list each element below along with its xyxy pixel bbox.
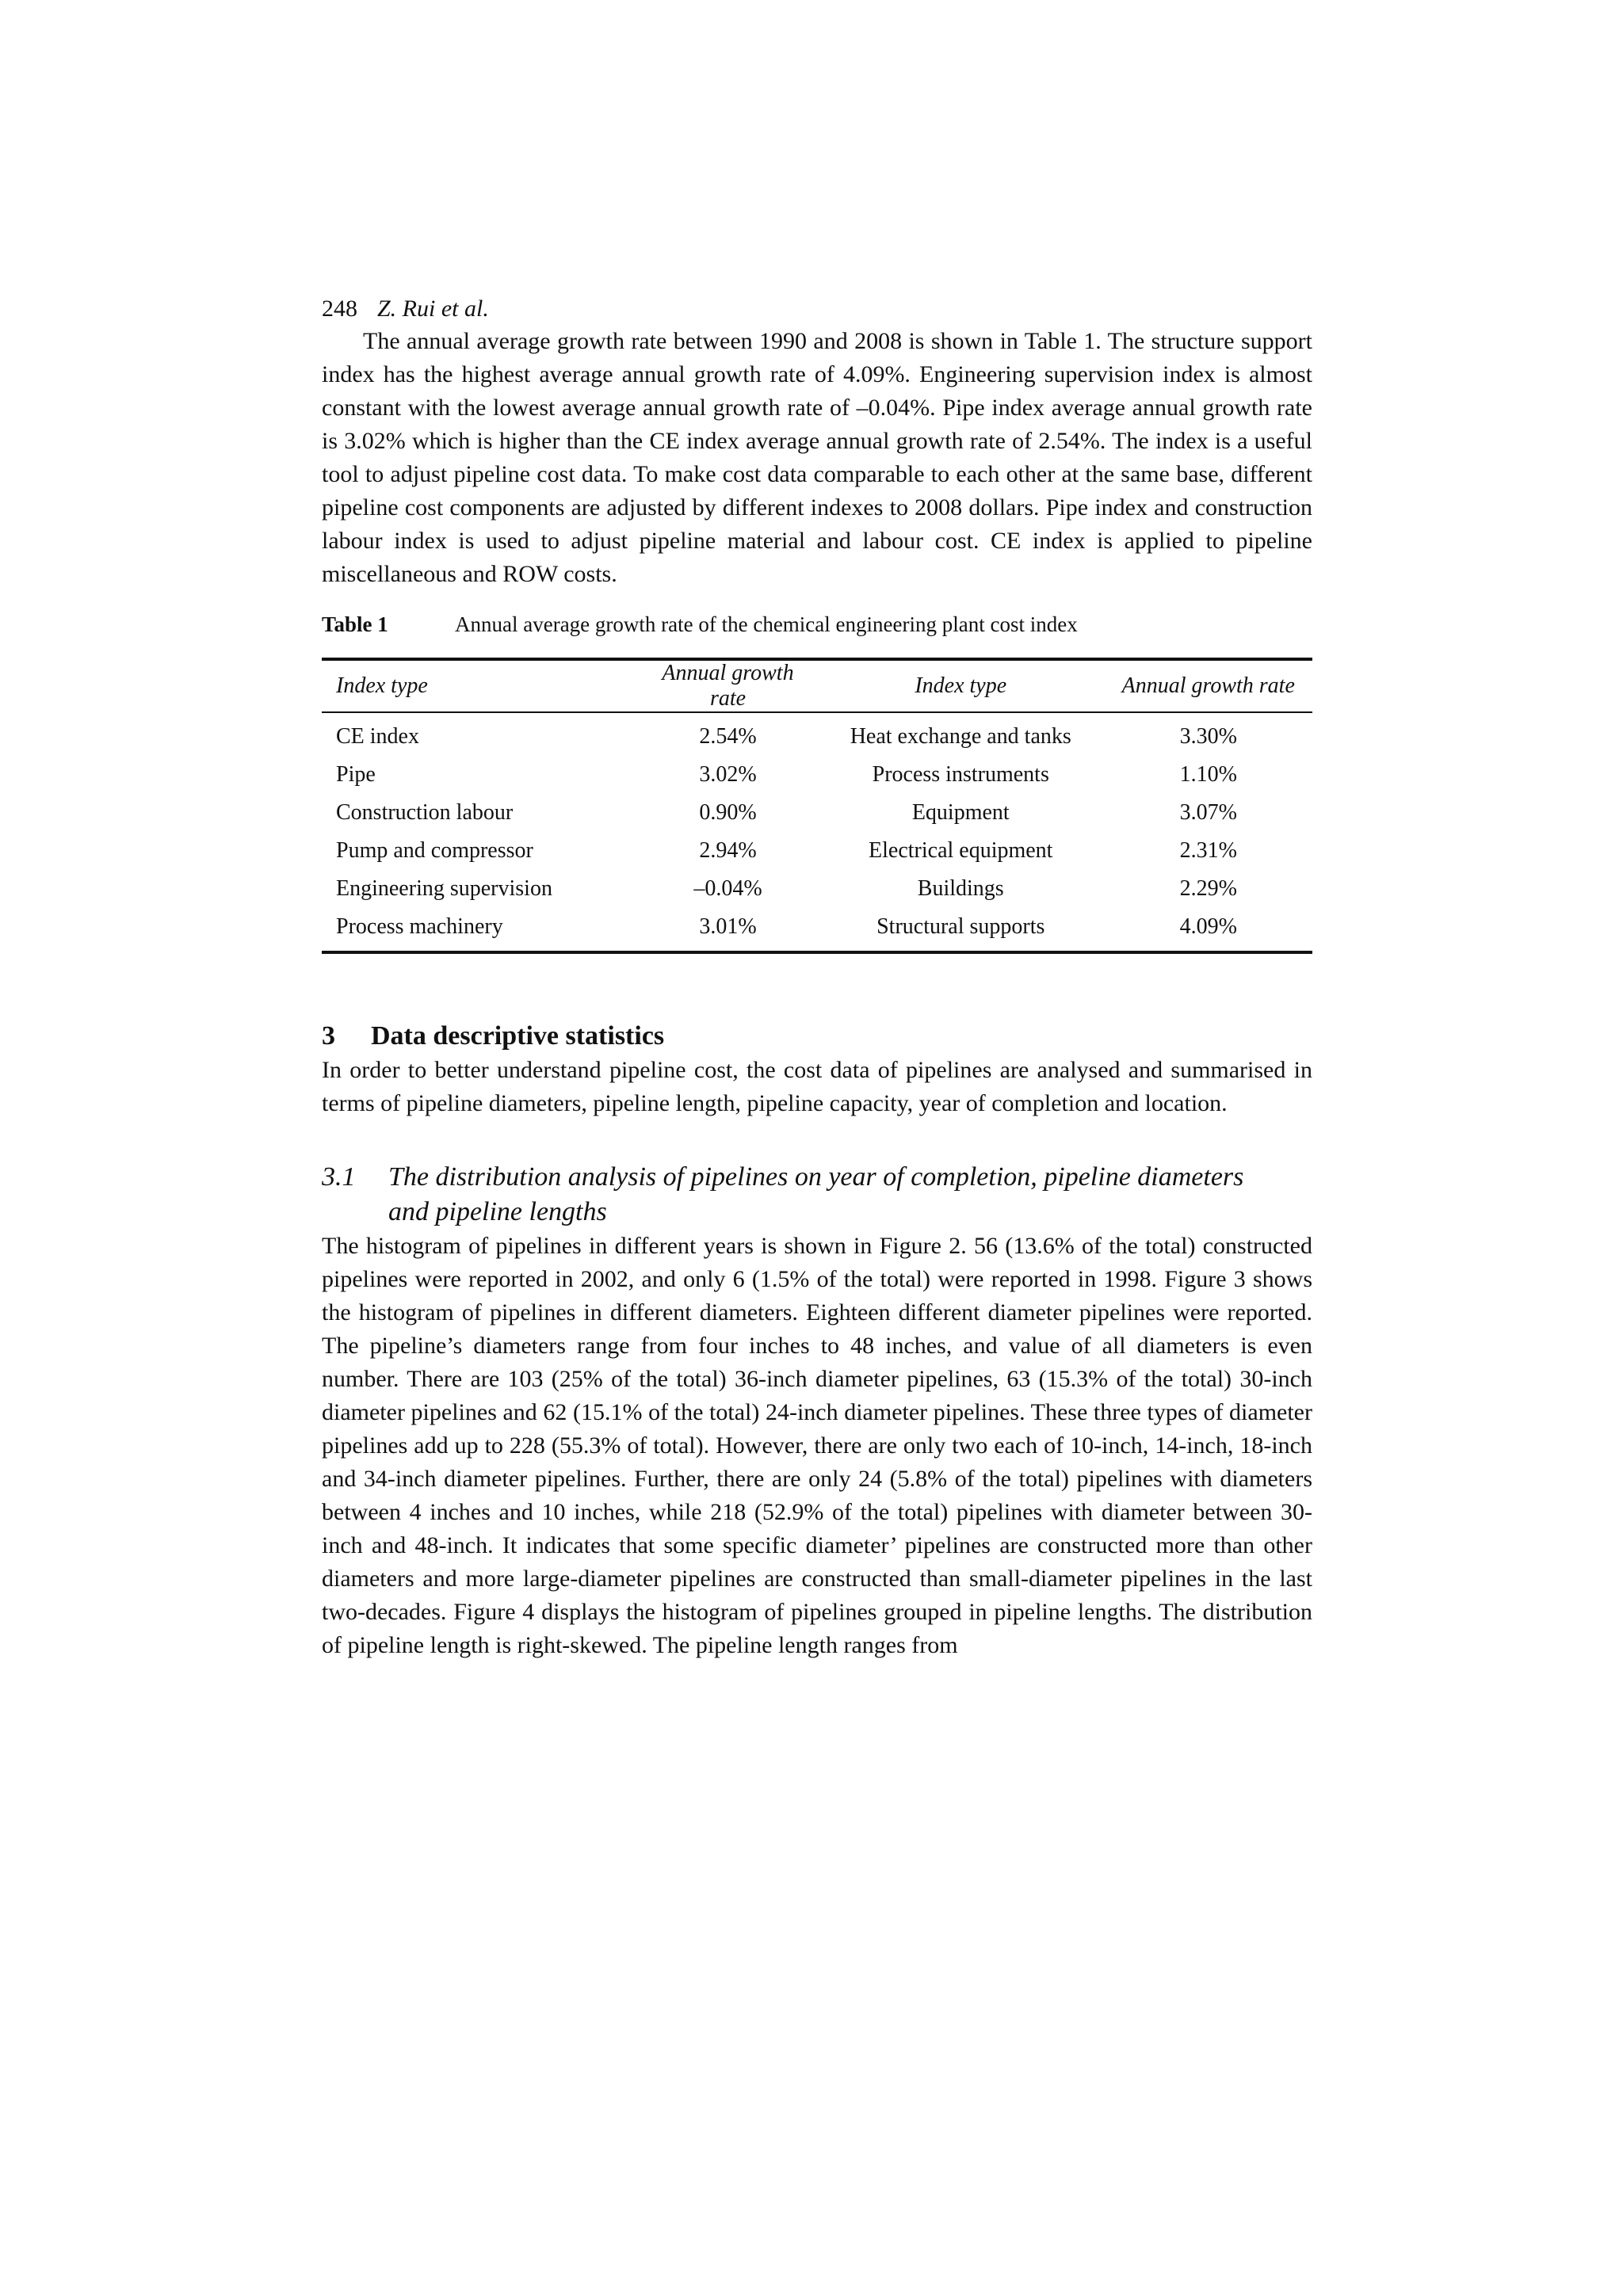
header-index-type: Index type — [322, 659, 639, 712]
table-cell: Engineering supervision — [336, 876, 552, 901]
subsection-number: 3.1 — [322, 1162, 356, 1192]
subsection-title: The distribution analysis of pipelines on year of completion, pipeline diameters and pipeline lengths — [388, 1162, 1244, 1226]
table-cell: Construction labour — [336, 800, 514, 825]
running-head — [322, 293, 1312, 325]
table-cell: 3.07% — [1179, 800, 1237, 825]
table-cell: Process machinery — [322, 908, 639, 952]
table-cell: 2.31% — [1179, 838, 1237, 863]
table-cell: 0.90% — [699, 800, 757, 825]
section-paragraph: In order to better understand pipeline cost, the cost data of pipelines are analysed and summarised in terms of pipeline diameters, pipeline length, pipeline capacity, year of completion and location. — [322, 1057, 1312, 1116]
table-cell: Heat exchange and tanks — [850, 724, 1071, 749]
table-caption — [322, 610, 1312, 639]
growth-rate-table — [322, 658, 1312, 954]
table-caption-text: Annual average growth rate of the chemical engineering plant cost index — [455, 612, 1078, 636]
table-cell: Structural supports — [817, 908, 1105, 952]
table-cell: 3.01% — [639, 908, 817, 952]
table-cell: Equipment — [911, 800, 1010, 825]
table-row — [322, 756, 1312, 794]
table-row — [322, 794, 1312, 832]
table-cell: Pump and compressor — [336, 838, 533, 863]
table-header-row — [322, 659, 1312, 712]
table-cell: Process instruments — [872, 762, 1049, 787]
section-title: Data descriptive statistics — [371, 1021, 665, 1051]
table-cell: Buildings — [917, 876, 1004, 901]
table-cell: 4.09% — [1105, 908, 1313, 952]
table-cell: 2.54% — [699, 724, 757, 749]
intro-paragraph: The annual average growth rate between 1990 and 2008 is shown in Table 1. The structure support index has the highest average annual growth rate of 4.09%. Engineering supervision index is almost constant with the lowest average annual growth rate of –0.04%. Pipe index average annual growth rate is 3.02% which is higher than the CE index average annual growth rate of 2.54%. The index is a useful tool to adjust pipeline cost data. To make cost data comparable to each other at the same base, different pipeline cost components are adjusted by different indexes to 2008 dollars. Pipe index and construction labour index is used to adjust pipeline material and labour cost. CE index is applied to pipeline miscellaneous and ROW costs. — [322, 328, 1312, 587]
table-cell: CE index — [336, 724, 419, 749]
table-cell: Electrical equipment — [869, 838, 1053, 863]
subsection-heading — [322, 1160, 1312, 1230]
table-cell: 3.30% — [1179, 724, 1237, 749]
table-row — [322, 870, 1312, 908]
table-cell: 2.94% — [699, 838, 757, 863]
table-cell: 3.02% — [699, 762, 757, 787]
section-number: 3 — [322, 1021, 335, 1051]
table-row — [322, 712, 1312, 756]
header-annual-growth-rate: Annual growth rate — [639, 659, 817, 712]
header-annual-growth-rate-2: Annual growth rate — [1105, 659, 1313, 712]
section-heading — [322, 1019, 1312, 1054]
table-cell: –0.04% — [693, 876, 762, 901]
header-index-type-2: Index type — [817, 659, 1105, 712]
table-cell: 1.10% — [1179, 762, 1237, 787]
table-cell: Pipe — [336, 762, 376, 787]
subsection-paragraph: The histogram of pipelines in different years is shown in Figure 2. 56 (13.6% of the total) constructed pipelines were reported in 2002, and only 6 (1.5% of the total) were reported in 1998. Figure 3 shows the histogram of pipelines in different diameters. Eighteen different diameter pipelines were reported. The pipeline’s diameters range from four inches to 48 inches, and value of all diameters is even number. There are 103 (25% of the total) 36-inch diameter pipelines, 63 (15.3% of the total) 30-inch diameter pipelines and 62 (15.1% of the total) 24-inch diameter pipelines. These three types of diameter pipelines add up to 228 (55.3% of total). However, there are only two each of 10-inch, 14-inch, 18-inch and 34-inch diameter pipelines. Further, there are only 24 (5.8% of the total) pipelines with diameters between 4 inches and 10 inches, while 218 (52.9% of the total) pipelines with diameter between 30-inch and 48-inch. It indicates that some specific diameter’ pipelines are constructed more than other diameters and more large-diameter pipelines are constructed than small-diameter pipelines in the last two-decades. Figure 4 displays the histogram of pipelines grouped in pipeline lengths. The distribution of pipeline length is right-skewed. The pipeline length ranges from — [322, 1233, 1312, 1658]
table-label: Table 1 — [322, 612, 388, 636]
table-row — [322, 832, 1312, 870]
running-head-authors: Z. Rui et al. — [377, 296, 489, 322]
page-number: 248 — [322, 296, 357, 322]
table-row — [322, 908, 1312, 952]
page-content — [322, 293, 1312, 1662]
table-cell: 2.29% — [1179, 876, 1237, 901]
